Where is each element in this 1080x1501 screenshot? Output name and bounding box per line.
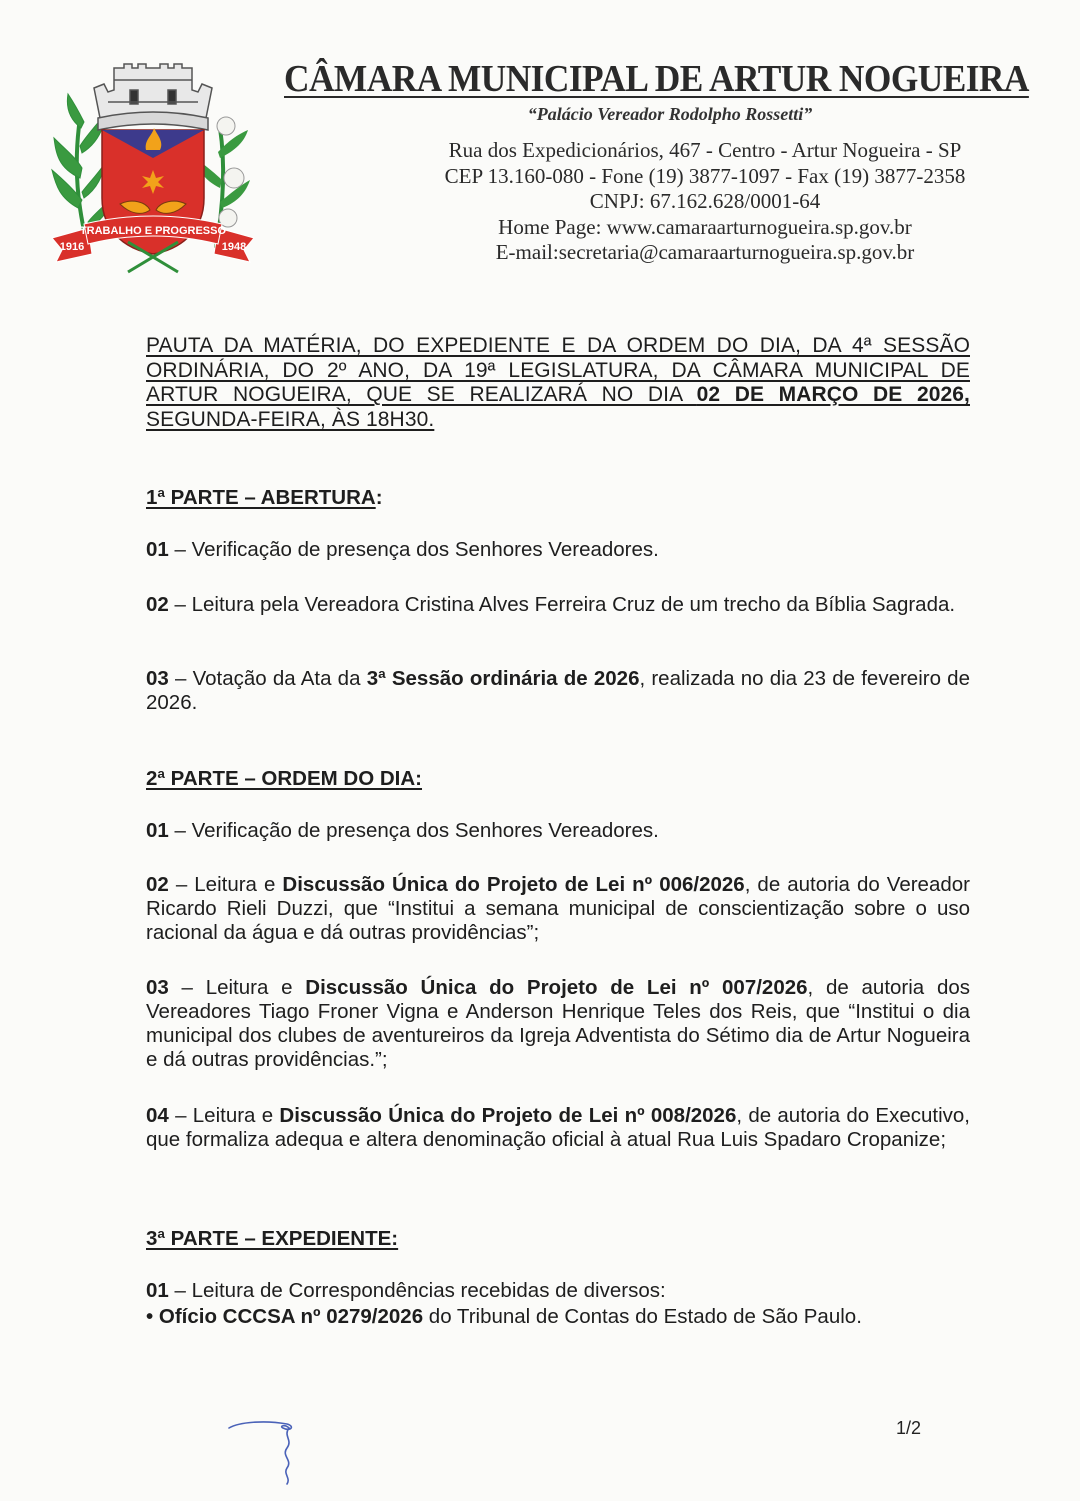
item-bold-text: Discussão Única do Projeto de Lei nº 006/2026 <box>282 873 745 896</box>
item-dash: – <box>168 873 195 896</box>
item-number: 03 <box>146 667 169 690</box>
item-number: 02 <box>146 593 169 616</box>
organization-subtitle: “Palácio Vereador Rodolpho Rossetti” <box>527 104 813 124</box>
agenda-item <box>146 538 970 562</box>
part-3-heading <box>146 1227 970 1251</box>
item-dash: – <box>168 976 206 999</box>
part-heading-text: 1ª PARTE – ABERTURA <box>146 486 376 509</box>
session-time: SEGUNDA-FEIRA, ÀS 18H30. <box>146 407 435 431</box>
organization-title: CÂMARA MUNICIPAL DE ARTUR NOGUEIRA <box>284 58 1029 100</box>
item-text: , de autoria dos Vereadores Tiago Froner Vigna e Anderson Henrique Teles dos Reis, que “Institui o dia municipal dos clubes de aventureiros da Igreja Adventista do Sétimo dia de Artur Nogueira e dá outras providências.”; <box>146 976 970 1071</box>
item-text: , de autoria do Executivo, que formaliza adequa e altera denominação oficial à atual Rua Luis Spadaro Cropanize; <box>146 1104 971 1151</box>
item-bold-text: Discussão Única do Projeto de Lei nº 008/2026 <box>279 1104 737 1127</box>
correspondence-bullet <box>146 1305 940 1329</box>
item-text: Verificação de presença dos Senhores Vereadores. <box>191 538 659 561</box>
part-1-heading <box>146 486 970 510</box>
item-text: , realizada no dia 23 de fevereiro de 2026. <box>146 667 970 714</box>
agenda-item <box>146 1279 970 1303</box>
item-dash: – <box>168 667 193 690</box>
item-number: 01 <box>146 538 169 561</box>
agenda-item <box>146 593 970 617</box>
crest-motto: TRABALHO E PROGRESSO <box>79 225 227 237</box>
address: Rua dos Expedicionários, 467 - Centro - Artur Nogueira - SP <box>448 138 962 162</box>
item-number: 03 <box>146 976 169 999</box>
item-text: Verificação de presença dos Senhores Vereadores. <box>191 819 659 842</box>
item-text: , de autoria do Vereador Ricardo Rieli Duzzi, que “Institui a semana municipal de conscientização sobre o uso racional da água e dá outras providências”; <box>146 873 970 944</box>
item-dash: – <box>168 1104 193 1127</box>
item-dash: – <box>168 593 192 616</box>
item-dash: – <box>168 538 192 561</box>
item-text: Leitura pela Vereadora Cristina Alves Ferreira Cruz de um trecho da Bíblia Sagrada. <box>191 593 956 616</box>
crest-year-right: 1948 <box>221 241 247 253</box>
agenda-item <box>146 873 970 945</box>
agenda-item <box>146 819 970 843</box>
email-link[interactable]: E-mail:secretaria@camaraarturnogueira.sp.gov.br <box>495 240 915 264</box>
item-text: Leitura e <box>205 976 306 999</box>
bullet-icon: • <box>146 1305 154 1328</box>
phone-fax: CEP 13.160-080 - Fone (19) 3877-1097 - Fax (19) 3877-2358 <box>444 163 966 188</box>
item-text: Leitura e <box>192 1104 280 1127</box>
page-number: 1/2 <box>896 1418 922 1438</box>
crest-year-left: 1916 <box>59 241 85 253</box>
agenda-title <box>146 334 970 432</box>
item-number: 01 <box>146 1279 169 1302</box>
part-heading-text: 3ª PARTE – EXPEDIENTE: <box>146 1227 399 1250</box>
municipal-coat-of-arms <box>48 58 258 276</box>
item-dash: – <box>168 1279 192 1302</box>
part-heading-text: 2ª PARTE – ORDEM DO DIA: <box>146 767 423 790</box>
item-number: 04 <box>146 1104 169 1127</box>
signature-initial <box>225 1418 305 1488</box>
item-text: Leitura de Correspondências recebidas de diversos: <box>191 1279 666 1302</box>
item-bold-text: Discussão Única do Projeto de Lei nº 007/2026 <box>305 976 808 999</box>
item-dash: – <box>168 819 192 842</box>
item-number: 02 <box>146 873 169 896</box>
item-bold-text: 3ª Sessão ordinária de 2026 <box>366 667 640 690</box>
agenda-title-text: PAUTA DA MATÉRIA, DO EXPEDIENTE E DA ORDEM DO DIA, DA 4ª SESSÃO ORDINÁRIA, DO 2º ANO, DA 19ª LEGISLATURA, DA CÂMARA MUNICIPAL DE ARTUR NOGUEIRA, QUE SE REALIZARÁ NO DIA <box>146 334 970 407</box>
agenda-item <box>146 667 970 715</box>
cnpj: CNPJ: 67.162.628/0001-64 <box>589 189 821 213</box>
contact-block <box>370 138 1040 266</box>
item-text: Votação da Ata da <box>192 667 367 690</box>
agenda-item <box>146 1104 970 1152</box>
agenda-item <box>146 976 970 1072</box>
homepage-link[interactable]: Home Page: www.camaraarturnogueira.sp.gov.br <box>498 214 912 239</box>
item-number: 01 <box>146 819 169 842</box>
item-bold-text: Ofício CCCSA nº 0279/2026 <box>158 1305 424 1328</box>
mural-crown-icon <box>94 64 212 130</box>
item-text: do Tribunal de Contas do Estado de São Paulo. <box>423 1305 862 1328</box>
session-date: 02 DE MARÇO DE 2026, <box>696 383 970 407</box>
item-text: Leitura e <box>194 873 283 896</box>
part-2-heading <box>146 767 970 791</box>
heading-colon: : <box>375 486 383 509</box>
